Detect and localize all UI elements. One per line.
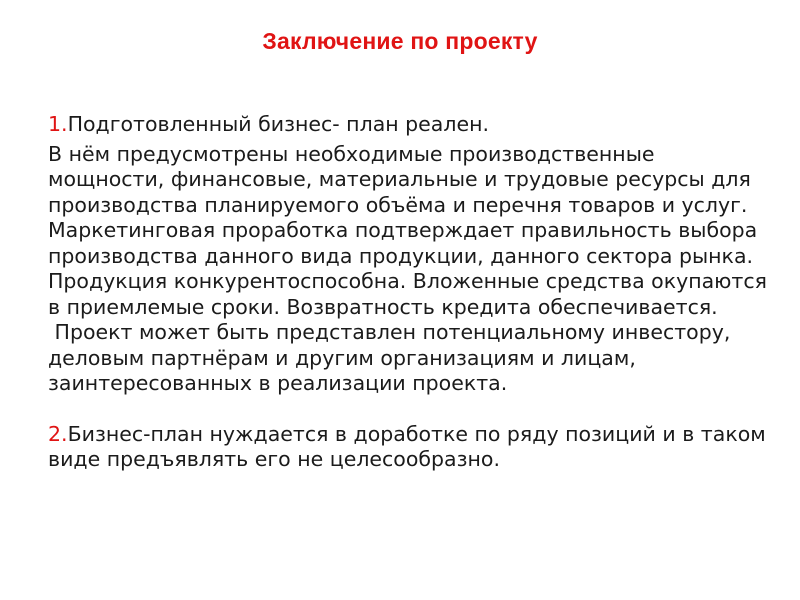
conclusion-details	[48, 142, 768, 321]
presentation-text: Проект может быть представлен потенциальному инвестору, деловым партнёрам и другим организациям и лицам, заинтересованных в реализации проекта.	[48, 320, 737, 395]
conclusion-item-1	[48, 112, 768, 138]
conclusion-presentation	[48, 320, 768, 397]
details-text: В нём предусмотрены необходимые производственные мощности, финансовые, материальные и трудовые ресурсы для производства планируемого объёма и перечня товаров и услуг. Маркетинговая проработка подтверждает правильность выбора производства данного вида продукции, данного сектора рынка. Продукция конкурентоспособна. Вложенные средства окупаются в приемлемые сроки. Возвратность кредита обеспечивается.	[48, 141, 767, 319]
slide-body	[48, 112, 768, 473]
item-text: Подготовленный бизнес- план реален.	[67, 112, 489, 136]
item-number: 2.	[48, 421, 68, 446]
paragraph-gap	[48, 397, 768, 422]
slide-title: Заключение по проекту	[262, 28, 538, 54]
conclusion-item-2	[48, 422, 768, 473]
item-text: Бизнес-план нуждается в доработке по ряду позиций и в таком виде предъявлять его не целесообразно.	[48, 421, 766, 471]
item-number: 1.	[48, 112, 68, 136]
